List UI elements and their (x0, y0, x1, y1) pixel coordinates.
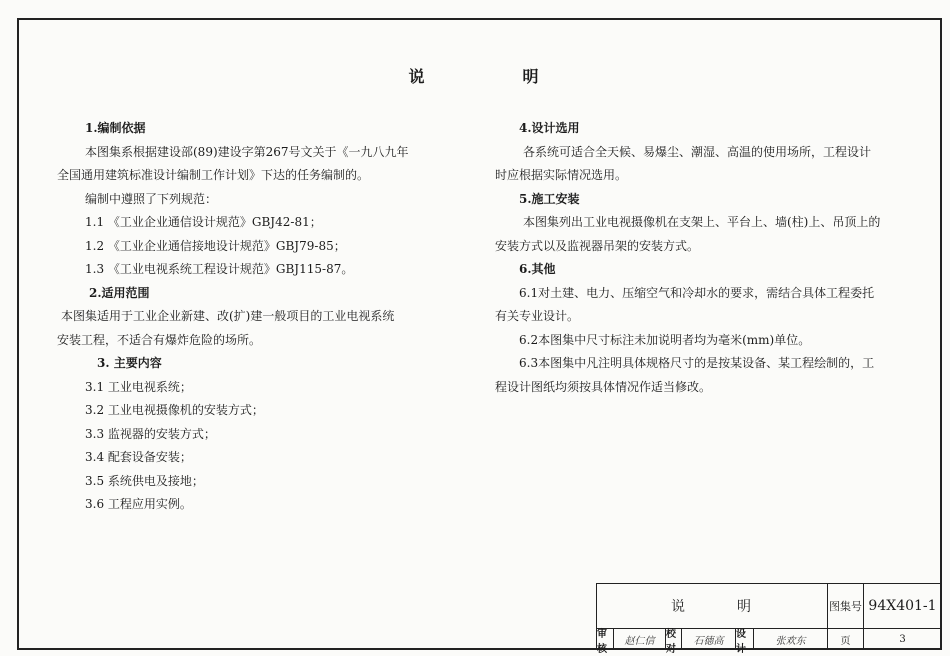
list-item: 1.1 《工业企业通信设计规范》GBJ42-81； (85, 215, 322, 229)
section-heading: 4.设计选用 (519, 121, 580, 135)
check-label: 校对 (665, 629, 681, 650)
list-item: 3.4 配套设备安装； (85, 450, 192, 464)
paragraph-line: 程设计图纸均须按具体情况作适当修改。 (495, 379, 712, 394)
paragraph-line: 全国通用建筑标准设计编制工作计划》下达的任务编制的。 (57, 168, 370, 182)
paragraph-line: 6.1对土建、电力、压缩空气和冷却水的要求，需结合具体工程委托 (519, 285, 875, 300)
paragraph-line: 各系统可适合全天候、易爆尘、潮湿、高温的使用场所，工程设计 (523, 144, 872, 159)
page-number: 3 (863, 629, 941, 650)
list-item: 3.1 工业电视系统； (85, 379, 192, 394)
page-label: 页 (827, 629, 863, 650)
section-heading: 2.适用范围 (89, 285, 150, 300)
list-item: 3.2 工业电视摄像机的安装方式； (85, 403, 264, 417)
page-title (0, 64, 950, 87)
right-column (495, 117, 895, 399)
list-item: 3.6 工程应用实例。 (85, 497, 192, 511)
list-item: 3.5 系统供电及接地； (85, 473, 204, 488)
list-item: 1.3 《工业电视系统工程设计规范》GBJ115-87。 (85, 262, 354, 276)
atlas-label: 图集号 (827, 584, 863, 628)
section-heading: 1.编制依据 (85, 121, 146, 135)
section-heading: 6.其他 (519, 262, 556, 276)
list-item: 3.3 监视器的安装方式； (85, 426, 216, 441)
paragraph-line: 安装工程，不适合有爆炸危险的场所。 (57, 332, 262, 347)
atlas-code: 94X401-1 (863, 584, 941, 628)
drawing-name-left: 说 (671, 599, 687, 615)
paragraph-line: 本图集列出工业电视摄像机在支架上、平台上、墙(柱)上、吊顶上的 (523, 215, 881, 229)
page-title-right: 明 (522, 67, 542, 86)
left-column (57, 117, 467, 517)
title-block-row-bottom (597, 628, 941, 655)
paragraph-line: 编制中遵照了下列规范： (85, 191, 218, 206)
design-signature: 张欢东 (753, 629, 827, 650)
drawing-name (597, 584, 827, 628)
paragraph-line: 6.2本图集中尺寸标注未加说明者均为毫米(mm)单位。 (519, 332, 811, 347)
paragraph-line: 本图集系根据建设部(89)建设字第267号文关于《一九八九年 (85, 144, 409, 159)
paragraph-line: 本图集适用于工业企业新建、改(扩)建一般项目的工业电视系统 (61, 309, 395, 323)
list-item: 1.2 《工业企业通信接地设计规范》GBJ79-85； (85, 238, 346, 253)
page-title-left: 说 (408, 67, 428, 86)
check-signature: 石德高 (681, 629, 735, 650)
title-block-row-top (597, 584, 941, 628)
paragraph-line: 有关专业设计。 (495, 309, 580, 323)
title-block (596, 583, 942, 655)
review-signature: 赵仁信 (613, 629, 665, 650)
paragraph-line: 时应根据实际情况选用。 (495, 168, 628, 182)
paragraph-line: 6.3本图集中凡注明具体规格尺寸的是按某设备、某工程绘制的，工 (519, 356, 875, 370)
drawing-name-right: 明 (737, 599, 753, 615)
review-label: 审核 (597, 628, 607, 655)
section-heading: 3. 主要内容 (97, 356, 162, 370)
section-heading: 5.施工安装 (519, 191, 580, 206)
design-label: 设计 (735, 629, 753, 650)
paragraph-line: 安装方式以及监视器吊架的安装方式。 (495, 238, 700, 253)
